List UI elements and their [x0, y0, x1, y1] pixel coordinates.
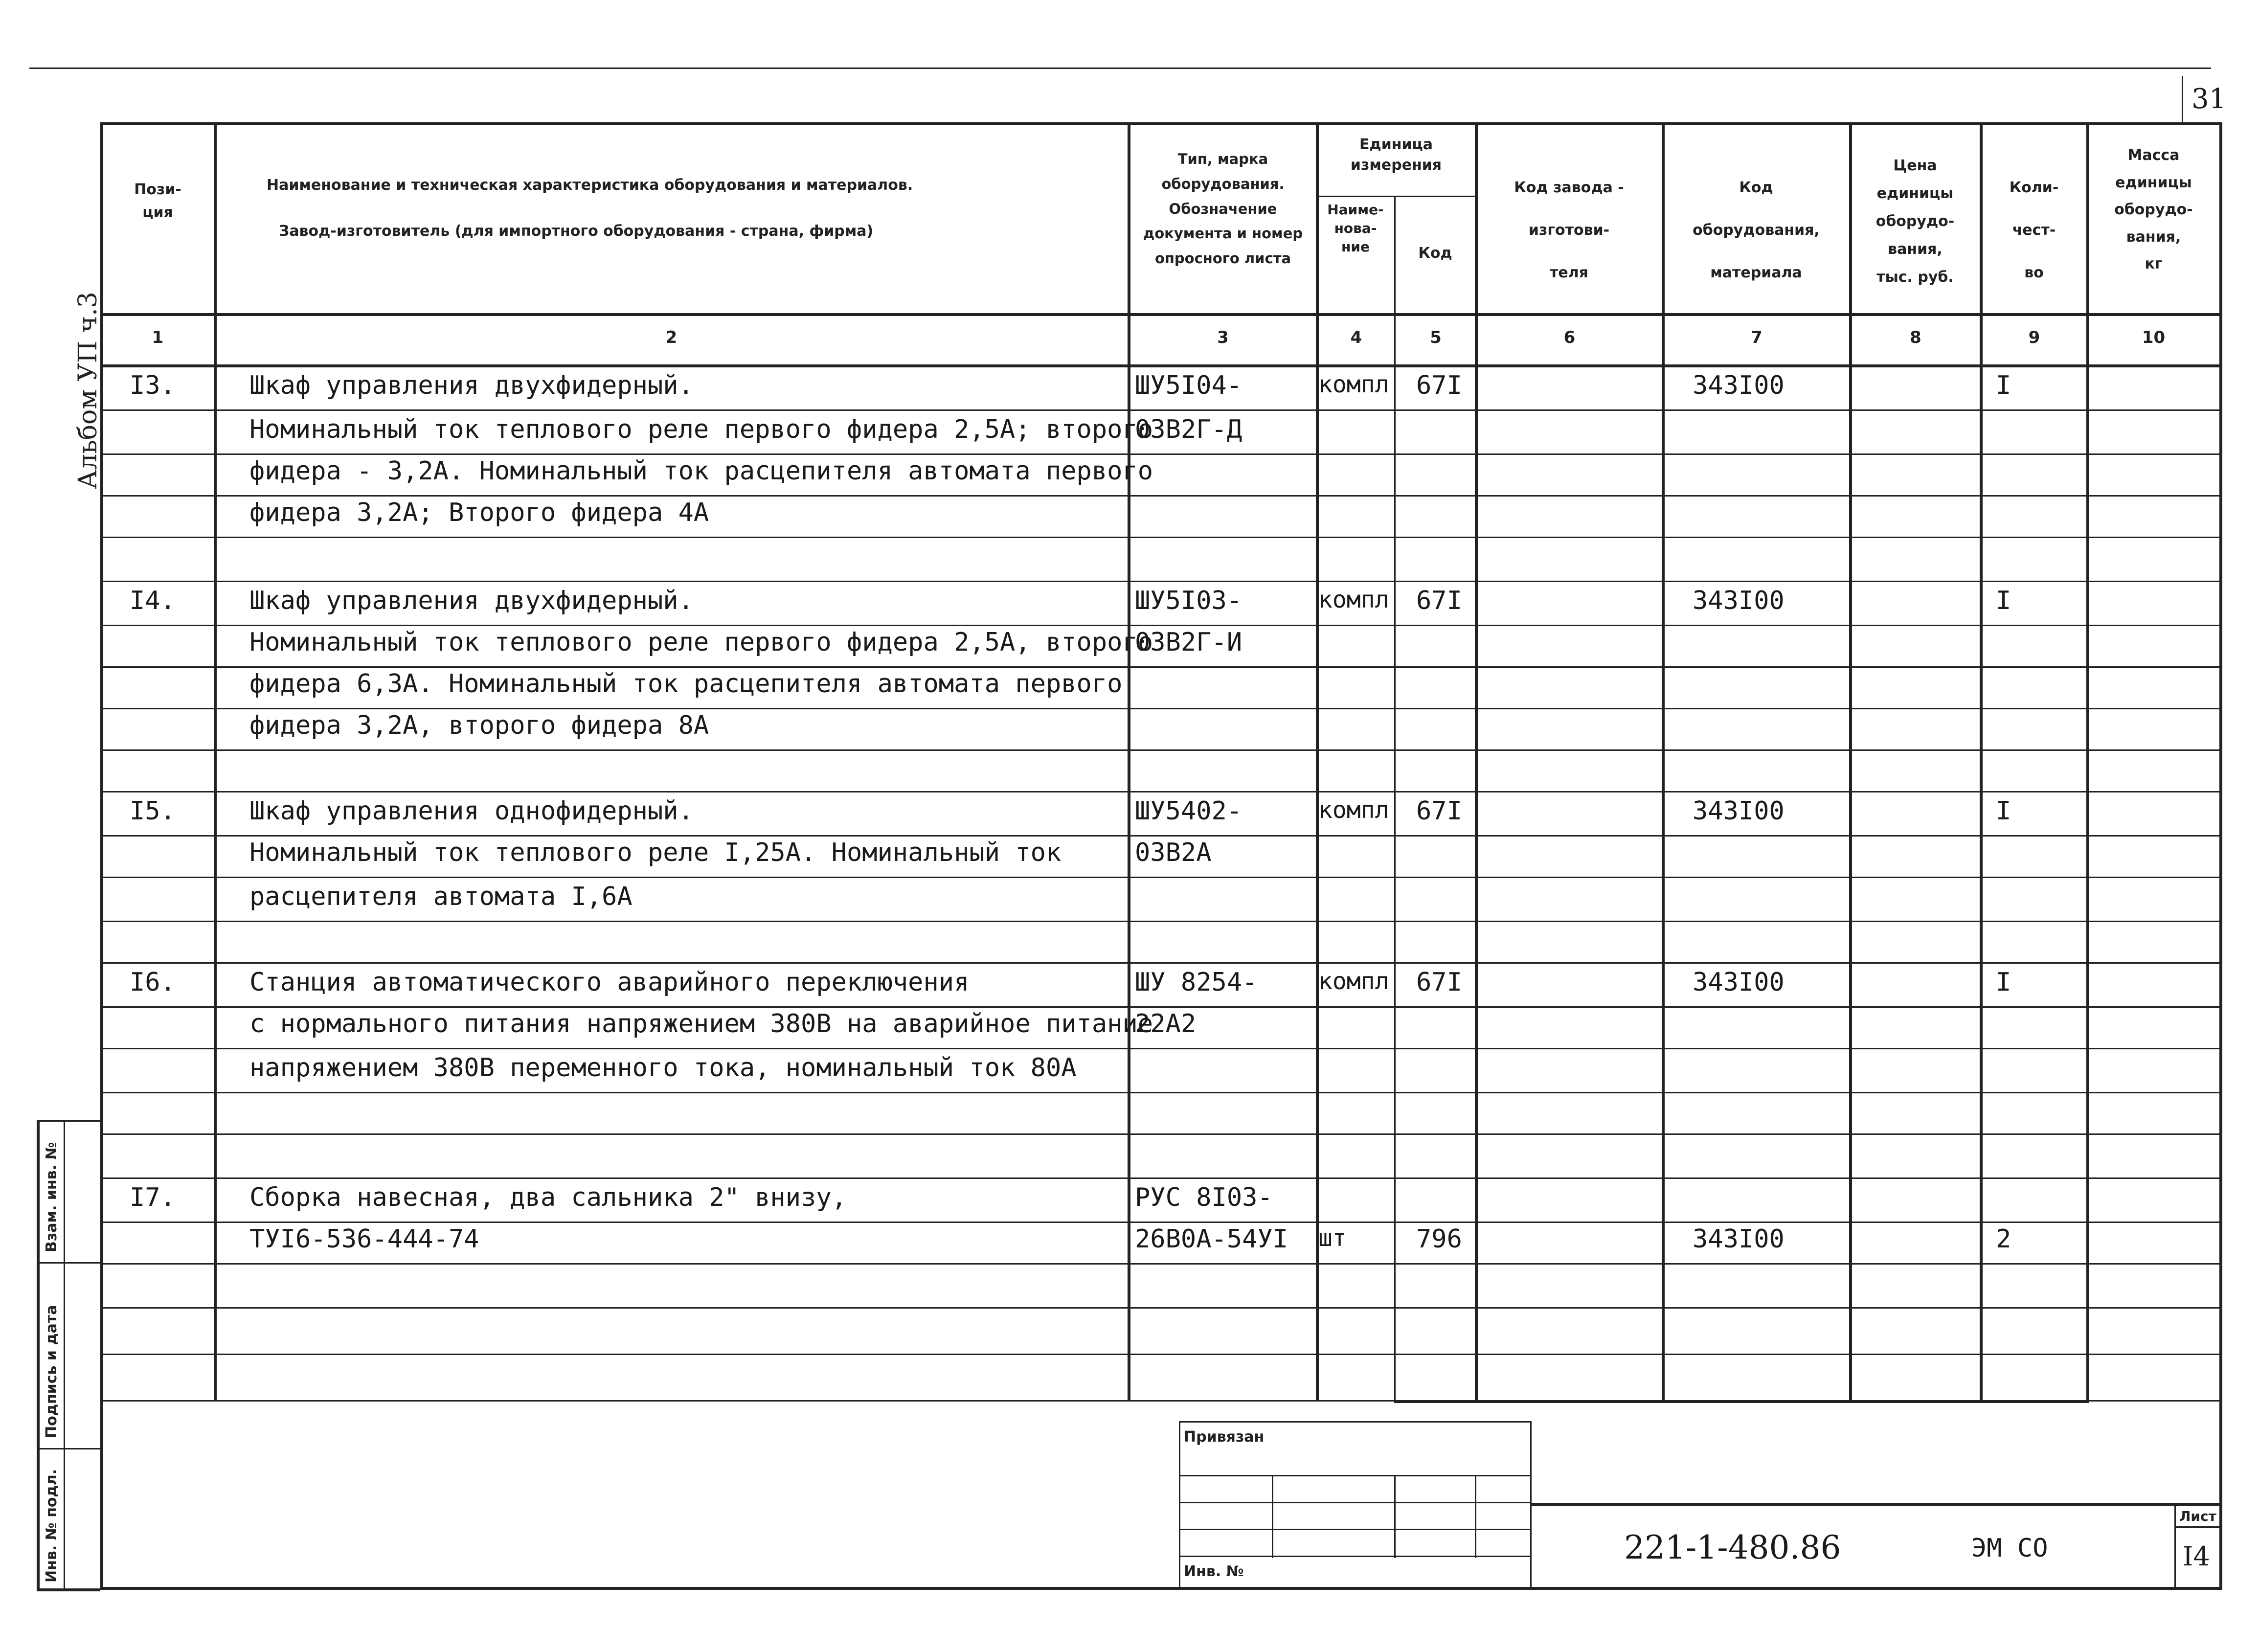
cell-name: Станция автоматического аварийного переключения — [249, 968, 970, 997]
row-rule — [100, 1048, 2221, 1049]
stamp-list-label: Лист — [2179, 1508, 2216, 1524]
cell-name: фидера 6,3А. Номинальный ток расцепителя автомата первого — [249, 669, 1123, 699]
cell-equip-code: 343I00 — [1693, 1224, 1785, 1254]
colnum-8: 8 — [1910, 328, 1921, 347]
colnum-9: 9 — [2028, 328, 2040, 347]
row-rule — [100, 1133, 2221, 1135]
cell-equip-code: 343I00 — [1693, 796, 1785, 826]
row-rule — [100, 581, 2221, 582]
cell-type: РУС 8I03- — [1135, 1183, 1273, 1212]
cell-unit: шт — [1318, 1224, 1347, 1252]
row-rule — [100, 791, 2221, 792]
colnum-5: 5 — [1430, 328, 1442, 347]
cell-name: расцепителя автомата I,6А — [249, 882, 633, 911]
header-price: Цена единицы оборудо- вания, тыс. руб. — [1875, 157, 1955, 286]
cell-pos: I4. — [130, 586, 176, 615]
stamp-doc-code: 221-1-480.86 — [1624, 1529, 1841, 1566]
cell-name: Шкаф управления двухфидерный. — [249, 371, 694, 400]
colnum-3: 3 — [1217, 328, 1229, 347]
row-rule — [100, 1222, 2221, 1223]
row-rule — [100, 1006, 2221, 1008]
top-rule — [29, 68, 2211, 69]
header-unit-split — [1316, 196, 1475, 197]
cell-code: 67I — [1416, 968, 1462, 997]
header-unit-name: Наиме- нова- ние — [1327, 202, 1384, 255]
frame-right — [2219, 122, 2222, 1590]
cell-name: Шкаф управления однофидерный. — [249, 796, 694, 826]
cell-type: ШУ 8254- — [1135, 968, 1258, 997]
left-strip-inner — [64, 1120, 65, 1590]
row-rule — [100, 1354, 2221, 1355]
cell-code: 67I — [1416, 796, 1462, 826]
row-rule — [100, 1177, 2221, 1179]
cell-unit: компл — [1318, 796, 1389, 824]
cell-type: 03В2Г-И — [1135, 628, 1242, 657]
row-rule — [100, 708, 2221, 709]
cell-pos: I3. — [130, 371, 176, 400]
stamp-priv-row2 — [1179, 1502, 1531, 1503]
row-rule — [100, 1263, 2221, 1265]
cell-type: 03В2А — [1135, 838, 1212, 867]
stamp-doc-top — [1530, 1503, 2220, 1506]
cell-name: с нормального питания напряжением 380В на аварийное питание — [249, 1009, 1153, 1039]
header-unit-group: Единица измерения — [1350, 136, 1442, 174]
colnum-10: 10 — [2142, 328, 2166, 347]
colnum-4: 4 — [1350, 328, 1362, 347]
colnum-2: 2 — [665, 328, 678, 347]
row-rule — [100, 409, 2221, 411]
header-position: Пози- ция — [134, 181, 181, 221]
cell-qty: I — [1996, 796, 2011, 826]
cell-pos: I7. — [130, 1183, 176, 1212]
row-rule — [100, 877, 2221, 878]
row-rule — [100, 921, 2221, 922]
left-strip-div1 — [37, 1262, 100, 1264]
stamp-priv-top — [1179, 1421, 1531, 1423]
row-rule — [100, 1307, 2221, 1309]
stamp-inv-label: Инв. № — [1184, 1563, 1244, 1580]
cell-code: 796 — [1416, 1224, 1462, 1254]
stamp-priv-col2 — [1394, 1475, 1396, 1558]
cell-type: 22А2 — [1135, 1009, 1197, 1039]
stamp-list-number: I4 — [2183, 1541, 2210, 1572]
cell-qty: 2 — [1996, 1224, 2011, 1254]
cell-pos: I6. — [130, 968, 176, 997]
stamp-privyazan-label: Привязан — [1184, 1428, 1265, 1446]
cell-name: Шкаф управления двухфидерный. — [249, 586, 694, 615]
cell-name: Номинальный ток теплового реле I,25А. Номинальный ток — [249, 838, 1062, 867]
row-rule — [100, 537, 2221, 538]
cell-name: фидера 3,2А; Второго фидера 4А — [249, 498, 709, 527]
corner-page-number: 31 — [2191, 83, 2227, 115]
row-rule — [100, 1400, 2221, 1402]
stamp-priv-col3 — [1475, 1475, 1476, 1558]
cell-qty: I — [1996, 371, 2011, 400]
stamp-priv-row3 — [1179, 1529, 1531, 1530]
header-factory-code: Код завода - изготови- теля — [1514, 179, 1624, 281]
header-quantity: Коли- чест- во — [2009, 179, 2059, 281]
header-type: Тип, марка оборудования. Обозначение документа и номер опросного листа — [1143, 151, 1303, 267]
cell-equip-code: 343I00 — [1693, 371, 1785, 400]
cell-unit: компл — [1318, 371, 1389, 398]
side-label-podpis: Подпись и дата — [43, 1305, 60, 1438]
frame-bottom — [100, 1587, 2221, 1590]
frame-top — [100, 122, 2221, 125]
row-rule — [100, 962, 2221, 964]
stamp-priv-col1 — [1272, 1475, 1273, 1558]
cell-code: 67I — [1416, 586, 1462, 615]
left-strip-outer — [37, 1120, 40, 1590]
stamp-priv-row1 — [1179, 1475, 1531, 1476]
corner-box-left — [2182, 76, 2183, 125]
album-side-title: Альбом УП ч.3 — [73, 292, 103, 489]
cell-qty: I — [1996, 586, 2011, 615]
row-rule — [100, 1092, 2221, 1093]
cell-name: Сборка навесная, два сальника 2" внизу, — [249, 1183, 847, 1212]
row-rule — [100, 835, 2221, 837]
stamp-doc-type: ЭМ СО — [1971, 1534, 2048, 1563]
left-strip-top — [37, 1120, 100, 1122]
cell-name: фидера 3,2А, второго фидера 8А — [249, 711, 709, 740]
cell-equip-code: 343I00 — [1693, 586, 1785, 615]
left-strip-bottom — [37, 1588, 100, 1591]
left-strip-div2 — [37, 1448, 100, 1449]
header-mass: Масса единицы оборудо- вания, кг — [2114, 147, 2193, 272]
cell-code: 67I — [1416, 371, 1462, 400]
row-rule — [100, 495, 2221, 497]
col-div-4 — [1394, 196, 1396, 1402]
stamp-priv-left — [1179, 1421, 1180, 1587]
cell-unit: компл — [1318, 968, 1389, 995]
cell-name: Номинальный ток теплового реле первого фидера 2,5А; второго — [249, 415, 1153, 444]
colnum-7: 7 — [1751, 328, 1762, 347]
colnum-bottom — [100, 364, 2221, 367]
colnum-1: 1 — [152, 328, 164, 347]
cell-equip-code: 343I00 — [1693, 968, 1785, 997]
side-label-vzam: Взам. инв. № — [43, 1142, 60, 1252]
cell-name: фидера - 3,2А. Номинальный ток расцепителя автомата первого — [249, 456, 1153, 486]
header-name-line1: Наименование и техническая характеристика оборудования и материалов. — [267, 177, 913, 194]
cell-type: ШУ5402- — [1135, 796, 1242, 826]
cell-type: ШУ5I04- — [1135, 371, 1242, 400]
cell-type: ШУ5I03- — [1135, 586, 1242, 615]
row-rule — [100, 666, 2221, 668]
cell-pos: I5. — [130, 796, 176, 826]
header-equipment-code: Код оборудования, материала — [1693, 179, 1820, 281]
side-label-inv-podl: Инв. № подл. — [43, 1469, 60, 1583]
row-rule — [100, 453, 2221, 455]
cell-name: ТУI6-536-444-74 — [249, 1224, 479, 1254]
cell-name: напряжением 380В переменного тока, номинальный ток 80А — [249, 1053, 1077, 1083]
cell-type: 26В0А-54УI — [1135, 1224, 1288, 1254]
row-rule — [100, 625, 2221, 626]
stamp-priv-row4 — [1179, 1556, 1531, 1557]
colnum-6: 6 — [1563, 328, 1576, 347]
cell-name: Номинальный ток теплового реле первого фидера 2,5А, второго — [249, 628, 1153, 657]
header-bottom — [100, 313, 2221, 316]
row-rule — [100, 749, 2221, 751]
header-unit-code: Код — [1418, 245, 1452, 262]
cell-unit: компл — [1318, 586, 1389, 613]
cell-qty: I — [1996, 968, 2011, 997]
header-name-line2: Завод-изготовитель (для импортного оборудования - страна, фирма) — [279, 223, 874, 240]
cell-type: 03В2Г-Д — [1135, 415, 1242, 444]
